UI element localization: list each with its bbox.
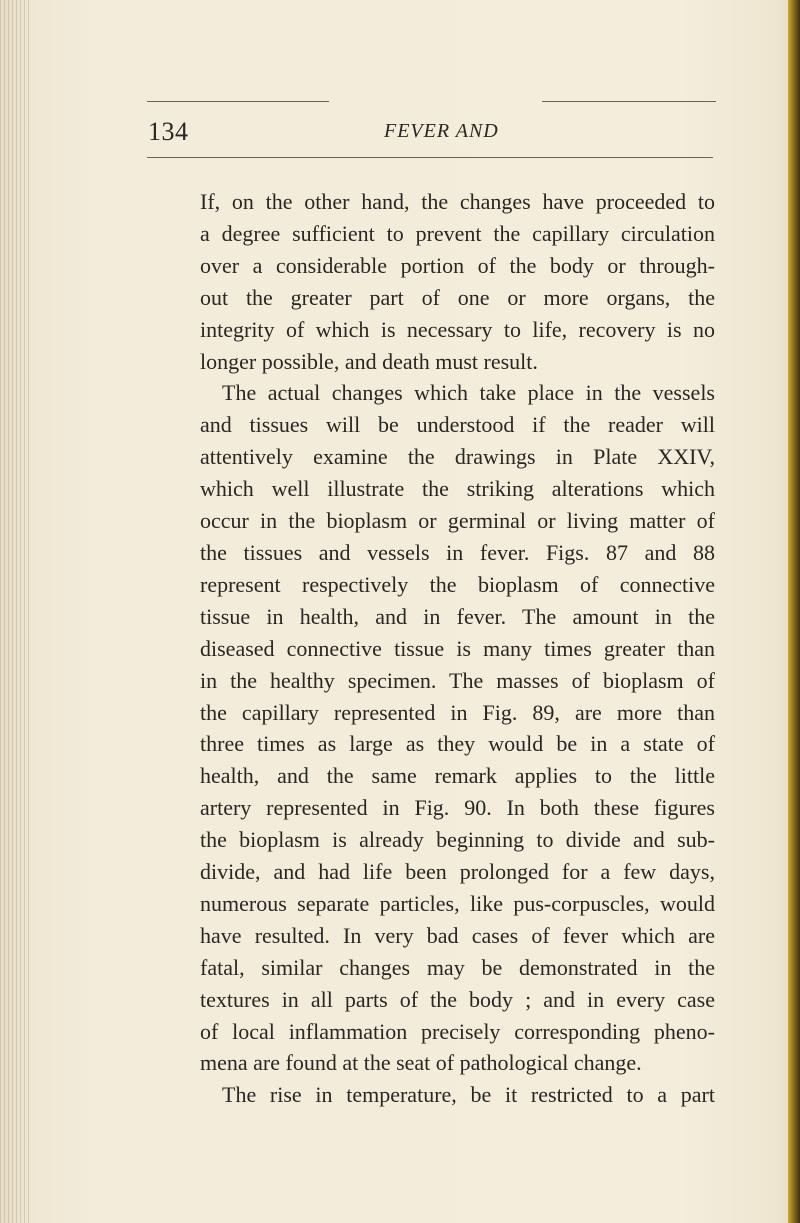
gilt-page-edge bbox=[788, 0, 800, 1223]
running-head: FEVER AND bbox=[384, 120, 499, 142]
text-line: of local inflammation precisely corresponding pheno- bbox=[200, 1018, 715, 1044]
text-line: occur in the bioplasm or germinal or living matter of bbox=[200, 508, 715, 534]
page-binding-edge bbox=[0, 0, 30, 1223]
text-line: diseased connective tissue is many times greater than bbox=[200, 635, 715, 661]
text-line: tissue in health, and in fever. The amount in the bbox=[200, 603, 715, 629]
text-line: represent respectively the bioplasm of connective bbox=[200, 571, 715, 597]
text-line: artery represented in Fig. 90. In both these figures bbox=[200, 795, 715, 821]
text-line: textures in all parts of the body ; and in every case bbox=[200, 986, 715, 1012]
text-line: attentively examine the drawings in Plate XXIV, bbox=[200, 444, 715, 470]
text-line: The rise in temperature, be it restricted to a part bbox=[222, 1082, 715, 1108]
text-line: fatal, similar changes may be demonstrated in the bbox=[200, 954, 715, 980]
text-line: longer possible, and death must result. bbox=[200, 348, 538, 374]
text-line: integrity of which is necessary to life, recovery is no bbox=[200, 316, 715, 342]
text-line: the bioplasm is already beginning to divide and sub- bbox=[200, 827, 715, 853]
text-line: out the greater part of one or more organs, the bbox=[200, 284, 715, 310]
text-line: which well illustrate the striking alterations which bbox=[200, 476, 715, 502]
text-line: a degree sufficient to prevent the capillary circulation bbox=[200, 220, 715, 246]
text-line: health, and the same remark applies to the little bbox=[200, 763, 715, 789]
text-line: the tissues and vessels in fever. Figs. 87 and 88 bbox=[200, 539, 715, 565]
header-rule-right bbox=[542, 101, 716, 102]
text-line: numerous separate particles, like pus-corpuscles, would bbox=[200, 890, 715, 916]
text-line: over a considerable portion of the body or through- bbox=[200, 252, 715, 278]
text-line: the capillary represented in Fig. 89, are more than bbox=[200, 699, 715, 725]
header-rule-left bbox=[147, 101, 329, 102]
text-line: mena are found at the seat of pathological change. bbox=[200, 1050, 642, 1076]
text-line: and tissues will be understood if the reader will bbox=[200, 412, 715, 438]
text-line: in the healthy specimen. The masses of bioplasm of bbox=[200, 667, 715, 693]
body-text bbox=[200, 186, 715, 1111]
text-line: If, on the other hand, the changes have proceeded to bbox=[200, 189, 715, 214]
text-line: three times as large as they would be in a state of bbox=[200, 731, 715, 757]
text-line: divide, and had life been prolonged for a few days, bbox=[200, 859, 715, 885]
text-line: have resulted. In very bad cases of fever which are bbox=[200, 922, 715, 948]
header-rule-bottom bbox=[147, 157, 713, 158]
page-number: 134 bbox=[148, 117, 189, 146]
text-line: The actual changes which take place in the vessels bbox=[222, 380, 715, 406]
